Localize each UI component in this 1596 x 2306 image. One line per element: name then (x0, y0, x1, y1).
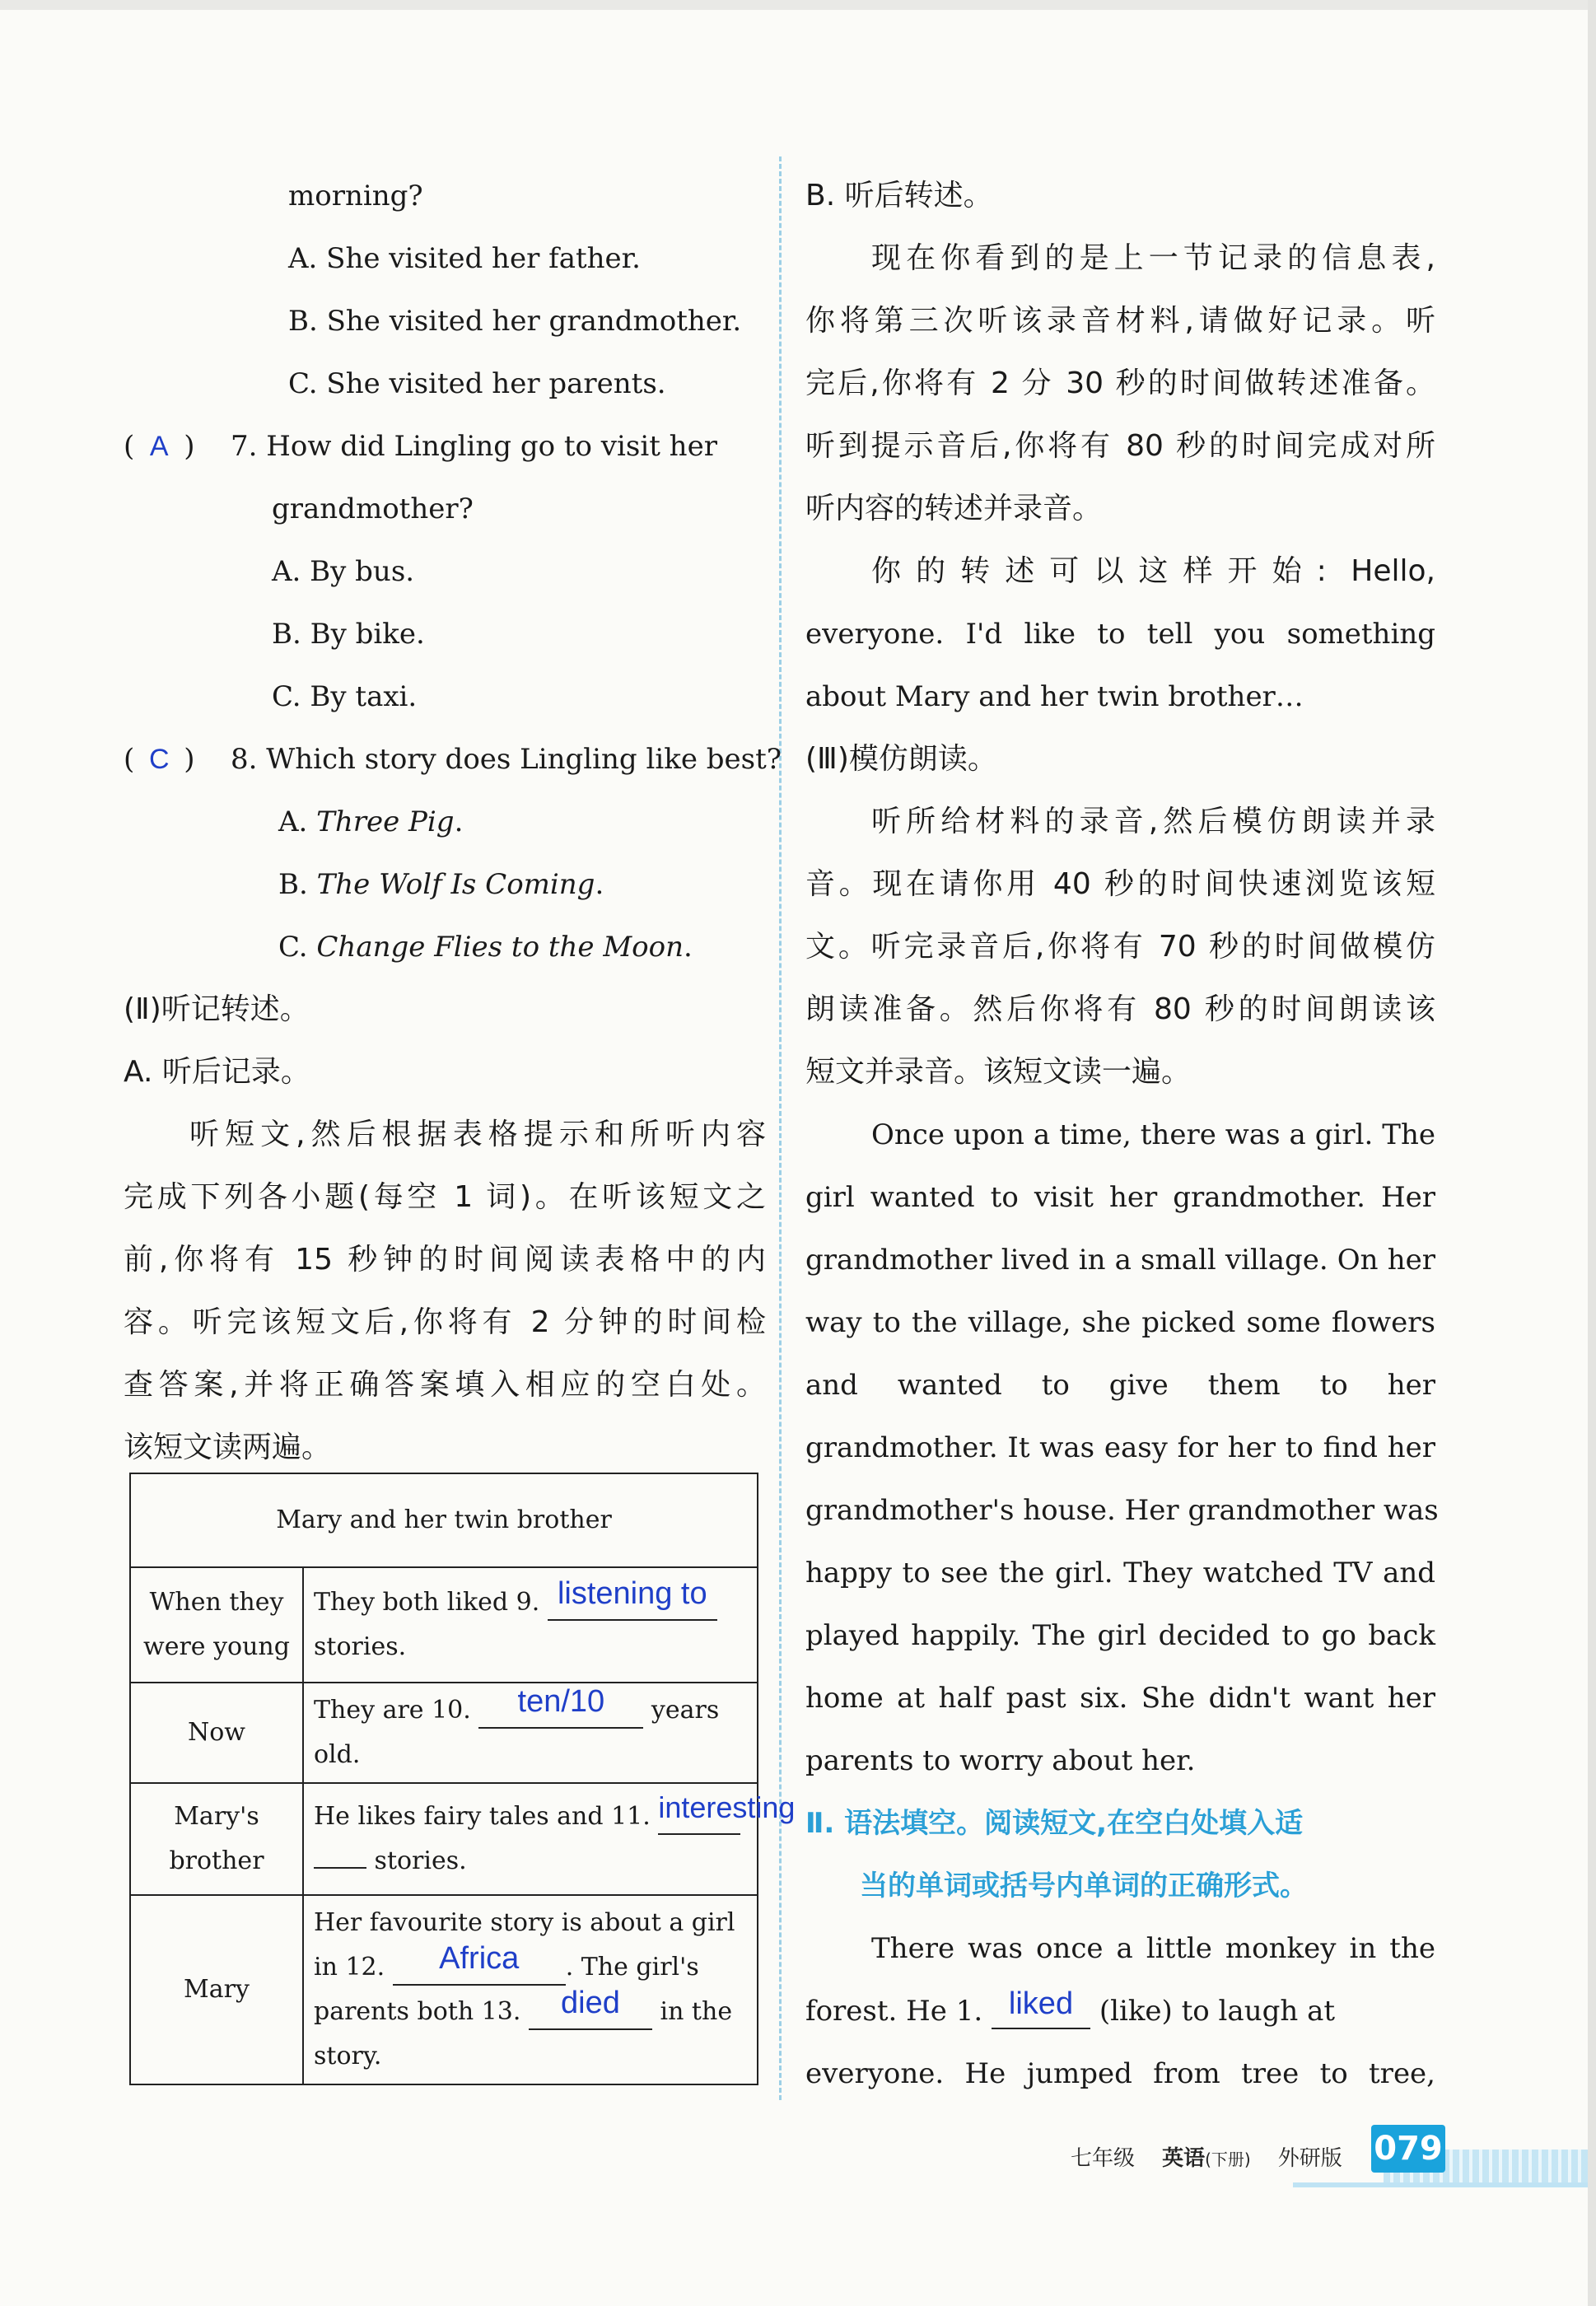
q7-option-b: B. By bike. (272, 618, 425, 651)
instruction-line: 听短文,然后根据表格提示和所听内容 (189, 1118, 766, 1151)
q6-option-b: B. She visited her grandmother. (288, 305, 742, 338)
grammar-blank-1[interactable] (992, 1986, 1090, 2029)
instruction-line: 该短文读两遍。 (124, 1431, 332, 1464)
blank-11-cont (314, 1867, 366, 1869)
answer-13: died (561, 1986, 620, 2020)
grammar-line: There was once a little monkey in the (871, 1932, 1435, 1965)
row-key-brother: Mary's brother (130, 1783, 303, 1895)
grammar-section-title: Ⅱ. 语法填空。阅读短文,在空白处填入适 (805, 1807, 1304, 1840)
answer-8: C (148, 744, 170, 775)
grammar-section-title-cont: 当的单词或括号内单词的正确形式。 (860, 1870, 1308, 1902)
story-line: way to the village, she picked some flowers (805, 1306, 1435, 1339)
page-top-edge (0, 0, 1596, 10)
c-instruction-line: 文。听完录音后,你将有 70 秒的时间做模仿 (805, 930, 1435, 964)
section-b-heading: B. 听后转述。 (805, 179, 993, 212)
q8-option-c: C. Change Flies to the Moon. (278, 931, 693, 964)
q8-option-a: A. Three Pig. (278, 805, 464, 838)
footer-edition: 外研版 (1277, 2146, 1342, 2171)
row-key-mary: Mary (130, 1895, 303, 2084)
retell-start-line: 你的转述可以这样开始: Hello, (871, 554, 1435, 588)
story-line: home at half past six. She didn't want her (805, 1682, 1435, 1715)
footer-volume: (下册) (1205, 2150, 1251, 2169)
grammar-line: everyone. He jumped from tree to tree, (805, 2057, 1435, 2090)
section-2-heading: (Ⅱ)听记转述。 (124, 992, 310, 1026)
answer-9: listening to (557, 1576, 707, 1611)
story-line: Once upon a time, there was a girl. The (871, 1118, 1435, 1151)
c-instruction-line: 听所给材料的录音,然后模仿朗读并录 (871, 805, 1435, 838)
story-line: grandmother's house. Her grandmother was (805, 1494, 1439, 1527)
blank-11[interactable] (658, 1790, 796, 1835)
story-line: girl wanted to visit her grandmother. Her (805, 1181, 1435, 1214)
answer-bracket-7: ( A ) (124, 415, 231, 478)
answer-11: interesting (658, 1790, 796, 1824)
page-right-edge (1588, 0, 1596, 2306)
q8-option-b: B. The Wolf Is Coming. (278, 868, 604, 901)
row-young: They both liked 9. listening to stories. (303, 1567, 758, 1683)
right-column (805, 165, 1439, 2105)
b-instruction-line: 完后,你将有 2 分 30 秒的时间做转述准备。 (805, 366, 1435, 400)
row-brother: He likes fairy tales and 11. interesting stories. (303, 1783, 758, 1895)
row-mary: Her favourite story is about a girl in 12. Africa . The girl's parents both 13. died in the story. (303, 1895, 758, 2084)
story-line: grandmother. It was easy for her to find her (805, 1431, 1435, 1464)
story-line: and wanted to give them to her (805, 1369, 1435, 1402)
b-instruction-line: 你将第三次听该录音材料,请做好记录。听 (805, 304, 1435, 338)
instruction-line: 前,你将有 15 秒钟的时间阅读表格中的内 (124, 1243, 766, 1277)
question-8: ( C ) 8. Which story does Lingling like best? (124, 728, 766, 791)
section-a-heading: A. 听后记录。 (124, 1055, 310, 1089)
question-7-cont: grandmother? (272, 492, 474, 525)
table-title: Mary and her twin brother (130, 1473, 758, 1567)
page-footer (1071, 2141, 1342, 2172)
answer-12: Africa (439, 1941, 520, 1976)
c-instruction-line: 朗读准备。然后你将有 80 秒的时间朗读该 (805, 992, 1435, 1026)
story-line: played happily. The girl decided to go back (805, 1619, 1435, 1652)
b-instruction-line: 听到提示音后,你将有 80 秒的时间完成对所 (805, 429, 1435, 463)
grammar-answer-1: liked (1008, 1986, 1074, 2021)
retell-start-line: about Mary and her twin brother… (805, 680, 1304, 713)
footer-subject: 英语 (1162, 2146, 1206, 2171)
instruction-line: 容。听完该短文后,你将有 2 分钟的时间检 (124, 1305, 766, 1339)
answer-7: A (149, 431, 169, 462)
instruction-line: 查答案,并将正确答案填入相应的空白处。 (124, 1368, 766, 1402)
q7-option-c: C. By taxi. (272, 680, 418, 713)
q7-option-a: A. By bus. (272, 555, 415, 588)
story-line: grandmother lived in a small village. On her (805, 1244, 1435, 1277)
answer-10: ten/10 (517, 1684, 605, 1719)
row-key-now: Now (130, 1683, 303, 1783)
story-line: parents to worry about her. (805, 1744, 1196, 1777)
blank-12[interactable] (393, 1941, 566, 1986)
c-instruction-line: 音。现在请你用 40 秒的时间快速浏览该短 (805, 867, 1435, 901)
story-line: happy to see the girl. They watched TV and (805, 1557, 1435, 1589)
left-column (124, 165, 782, 1479)
blank-9[interactable] (548, 1576, 717, 1621)
footer-rule (1293, 2182, 1588, 2187)
blank-10[interactable] (478, 1684, 643, 1729)
q6-option-a: A. She visited her father. (288, 242, 641, 275)
blank-13[interactable] (529, 1986, 652, 2030)
answer-bracket-8: ( C ) (124, 728, 231, 791)
b-instruction-line: 现在你看到的是上一节记录的信息表, (871, 241, 1435, 275)
retell-start-line: everyone. I'd like to tell you something (805, 618, 1435, 651)
instruction-line: 完成下列各小题(每空 1 词)。在听该短文之 (124, 1180, 766, 1214)
row-now: They are 10. ten/10 years old. (303, 1683, 758, 1783)
q6-continuation: morning? (288, 180, 423, 212)
q6-option-c: C. She visited her parents. (288, 367, 666, 400)
c-instruction-line: 短文并录音。该短文读一遍。 (805, 1055, 1192, 1089)
footer-grade: 七年级 (1071, 2146, 1136, 2171)
grammar-line: forest. He 1. liked (like) to laugh at (805, 1986, 1336, 2028)
row-key-young: When they were young (130, 1567, 303, 1683)
question-7: ( A ) 7. How did Lingling go to visit her (124, 415, 766, 478)
b-instruction-line: 听内容的转述并录音。 (805, 492, 1103, 525)
page-number: 079 (1371, 2125, 1445, 2173)
section-3-heading: (Ⅲ)模仿朗读。 (805, 742, 997, 776)
info-table (129, 1473, 796, 2085)
